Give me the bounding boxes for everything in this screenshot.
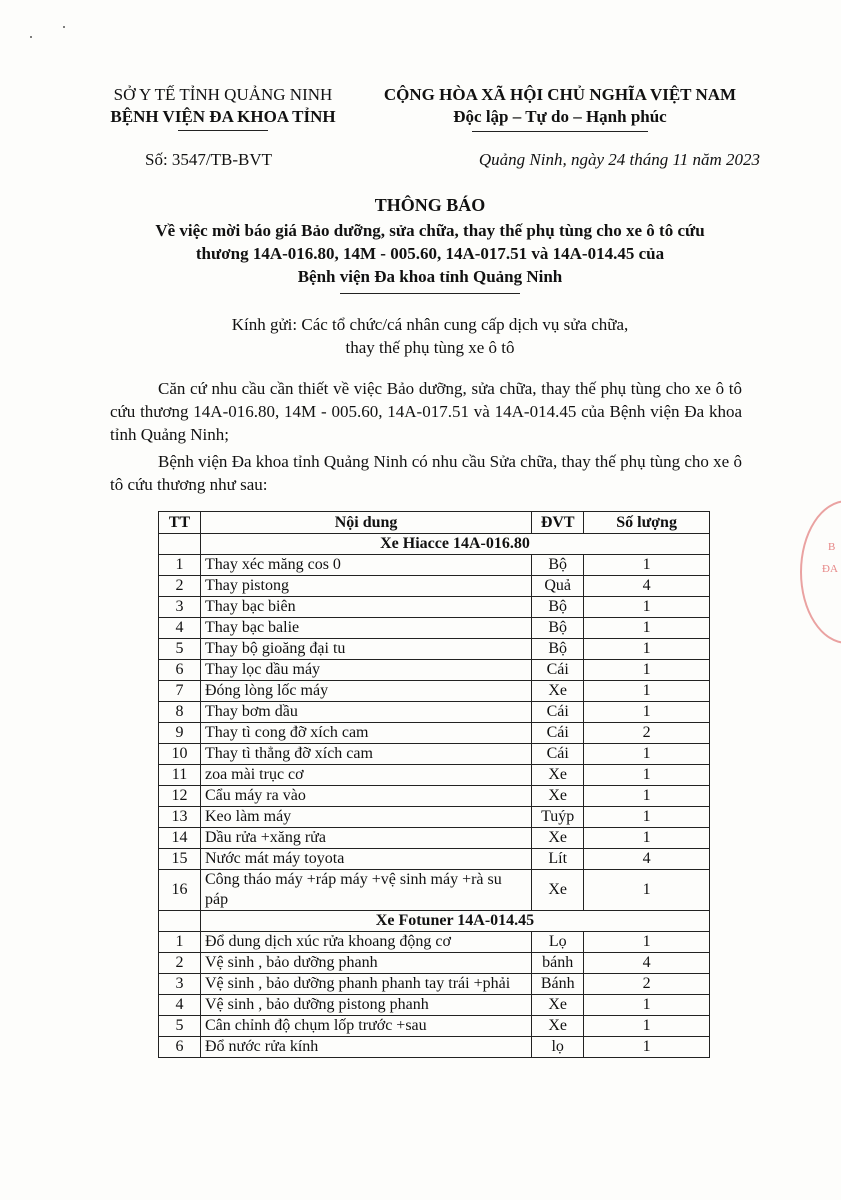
row-quantity: 1 xyxy=(584,618,710,639)
table-row xyxy=(159,828,710,849)
row-unit: Bộ xyxy=(532,618,584,639)
row-unit: Lít xyxy=(532,849,584,870)
row-content: Vệ sinh , bảo dưỡng phanh phanh tay trái +phải xyxy=(200,974,531,995)
national-motto-block xyxy=(360,84,760,128)
row-unit: Xe xyxy=(532,765,584,786)
table-row xyxy=(159,702,710,723)
table-row xyxy=(159,576,710,597)
row-index: 16 xyxy=(159,870,201,911)
row-quantity: 1 xyxy=(584,828,710,849)
row-index: 3 xyxy=(159,974,201,995)
row-content: Dầu rửa +xăng rửa xyxy=(200,828,531,849)
group-title: Xe Fotuner 14A-014.45 xyxy=(200,911,709,932)
row-unit: Cái xyxy=(532,744,584,765)
table-row xyxy=(159,1016,710,1037)
row-index: 11 xyxy=(159,765,201,786)
row-unit: bánh xyxy=(532,953,584,974)
issuer-underline xyxy=(178,130,268,131)
document-date: Quảng Ninh, ngày 24 tháng 11 năm 2023 xyxy=(478,150,760,169)
row-content: Vệ sinh , bảo dưỡng phanh xyxy=(200,953,531,974)
row-unit: Bánh xyxy=(532,974,584,995)
row-index: 5 xyxy=(159,1016,201,1037)
stamp-text-1: B xyxy=(828,541,836,553)
row-index: 15 xyxy=(159,849,201,870)
table-row xyxy=(159,744,710,765)
table-row xyxy=(159,953,710,974)
group-row-hiace xyxy=(159,534,710,555)
row-index: 3 xyxy=(159,597,201,618)
row-content: Đóng lòng lốc máy xyxy=(200,681,531,702)
row-quantity: 1 xyxy=(584,1016,710,1037)
row-content: Thay bạc balie xyxy=(200,618,531,639)
row-quantity: 1 xyxy=(584,807,710,828)
header-tt: TT xyxy=(159,512,201,534)
table-row xyxy=(159,870,710,911)
group-title: Xe Hiacce 14A-016.80 xyxy=(200,534,709,555)
header-quantity: Số lượng xyxy=(584,512,710,534)
row-unit: Cái xyxy=(532,660,584,681)
row-unit: Xe xyxy=(532,995,584,1016)
row-unit: Bộ xyxy=(532,597,584,618)
motto: Độc lập – Tự do – Hạnh phúc xyxy=(453,107,667,126)
row-unit: Xe xyxy=(532,786,584,807)
table-row xyxy=(159,974,710,995)
row-unit: Lọ xyxy=(532,932,584,953)
row-index: 8 xyxy=(159,702,201,723)
table-row xyxy=(159,555,710,576)
row-quantity: 4 xyxy=(584,849,710,870)
paragraph-basis: Căn cứ nhu cầu cần thiết về việc Bảo dưỡng, sửa chữa, thay thế phụ tùng cho xe ô tô cứu thương 14A-016.80, 14M - 005.60, 14A-017.51 và 14A-014.45 của Bệnh viện Đa khoa tỉnh Quảng Ninh; xyxy=(110,379,742,444)
row-index: 4 xyxy=(159,618,201,639)
row-quantity: 1 xyxy=(584,555,710,576)
subject-underline xyxy=(340,293,520,294)
row-quantity: 1 xyxy=(584,765,710,786)
issuer-block xyxy=(88,84,358,128)
row-unit: Cái xyxy=(532,723,584,744)
row-index: 14 xyxy=(159,828,201,849)
row-index: 13 xyxy=(159,807,201,828)
row-quantity: 1 xyxy=(584,681,710,702)
row-index: 10 xyxy=(159,744,201,765)
table-row xyxy=(159,639,710,660)
scan-speck xyxy=(30,36,32,38)
row-unit: Quả xyxy=(532,576,584,597)
motto-underline xyxy=(472,131,648,132)
row-index: 1 xyxy=(159,932,201,953)
row-unit: Xe xyxy=(532,870,584,911)
row-content: Thay pistong xyxy=(200,576,531,597)
row-index: 2 xyxy=(159,576,201,597)
row-index: 2 xyxy=(159,953,201,974)
table-row xyxy=(159,681,710,702)
document-number: Số: 3547/TB-BVT xyxy=(145,150,273,169)
row-unit: Cái xyxy=(532,702,584,723)
row-unit: Xe xyxy=(532,681,584,702)
subject-line-2: thương 14A-016.80, 14M - 005.60, 14A-017.51 và 14A-014.45 của xyxy=(195,244,665,263)
document-title: THÔNG BÁO xyxy=(374,195,486,215)
country-name: CỘNG HÒA XÃ HỘI CHỦ NGHĨA VIỆT NAM xyxy=(383,85,737,104)
row-content: Thay lọc dầu máy xyxy=(200,660,531,681)
table-row xyxy=(159,597,710,618)
row-content: Thay bộ gioăng đại tu xyxy=(200,639,531,660)
table-row xyxy=(159,807,710,828)
table-row xyxy=(159,618,710,639)
header-content: Nội dung xyxy=(200,512,531,534)
row-content: Thay tì cong đỡ xích cam xyxy=(200,723,531,744)
row-content: Đổ dung dịch xúc rửa khoang động cơ xyxy=(200,932,531,953)
row-index: 1 xyxy=(159,555,201,576)
row-quantity: 1 xyxy=(584,786,710,807)
issuer-department: SỞ Y TẾ TỈNH QUẢNG NINH xyxy=(113,85,333,104)
row-content: Keo làm máy xyxy=(200,807,531,828)
issuer-hospital: BỆNH VIỆN ĐA KHOA TỈNH xyxy=(110,107,336,126)
row-index: 7 xyxy=(159,681,201,702)
document-subject xyxy=(100,219,760,288)
row-content: Thay bạc biên xyxy=(200,597,531,618)
parts-table xyxy=(158,511,710,1058)
row-quantity: 1 xyxy=(584,702,710,723)
subject-line-3: Bệnh viện Đa khoa tỉnh Quảng Ninh xyxy=(297,267,563,286)
row-quantity: 1 xyxy=(584,932,710,953)
row-quantity: 4 xyxy=(584,953,710,974)
row-content: Cẩu máy ra vào xyxy=(200,786,531,807)
recipient xyxy=(100,313,760,359)
row-content: zoa mài trục cơ xyxy=(200,765,531,786)
row-unit: Bộ xyxy=(532,639,584,660)
row-unit: lọ xyxy=(532,1037,584,1058)
table-row xyxy=(159,932,710,953)
table-row xyxy=(159,660,710,681)
row-quantity: 1 xyxy=(584,995,710,1016)
row-index: 9 xyxy=(159,723,201,744)
row-quantity: 1 xyxy=(584,1037,710,1058)
row-content: Đổ nước rửa kính xyxy=(200,1037,531,1058)
table-row xyxy=(159,765,710,786)
row-content: Nước mát máy toyota xyxy=(200,849,531,870)
row-quantity: 1 xyxy=(584,660,710,681)
row-content: Công tháo máy +ráp máy +vệ sinh máy +rà su páp xyxy=(200,870,531,911)
table-row xyxy=(159,995,710,1016)
row-quantity: 1 xyxy=(584,639,710,660)
table-row xyxy=(159,786,710,807)
row-index: 6 xyxy=(159,1037,201,1058)
table-row xyxy=(159,1037,710,1058)
recipient-line-2: thay thế phụ tùng xe ô tô xyxy=(345,338,515,357)
row-unit: Xe xyxy=(532,1016,584,1037)
row-content: Cân chỉnh độ chụm lốp trước +sau xyxy=(200,1016,531,1037)
paragraph-request: Bệnh viện Đa khoa tỉnh Quảng Ninh có nhu cầu Sửa chữa, thay thế phụ tùng cho xe ô tô cứu thương như sau: xyxy=(110,452,742,494)
row-unit: Xe xyxy=(532,828,584,849)
row-index: 4 xyxy=(159,995,201,1016)
row-quantity: 2 xyxy=(584,723,710,744)
header-unit: ĐVT xyxy=(532,512,584,534)
row-quantity: 1 xyxy=(584,744,710,765)
row-unit: Bộ xyxy=(532,555,584,576)
row-quantity: 2 xyxy=(584,974,710,995)
table-row xyxy=(159,723,710,744)
scan-speck xyxy=(63,26,65,28)
row-unit: Tuýp xyxy=(532,807,584,828)
row-quantity: 1 xyxy=(584,597,710,618)
stamp-text-2: ĐA xyxy=(822,563,838,575)
table-row xyxy=(159,849,710,870)
row-index: 5 xyxy=(159,639,201,660)
recipient-line-1: Kính gửi: Các tổ chức/cá nhân cung cấp dịch vụ sửa chữa, xyxy=(231,315,629,334)
row-quantity: 4 xyxy=(584,576,710,597)
group-row-fortuner xyxy=(159,911,710,932)
row-content: Thay xéc măng cos 0 xyxy=(200,555,531,576)
row-index: 12 xyxy=(159,786,201,807)
subject-line-1: Về việc mời báo giá Bảo dưỡng, sửa chữa, thay thế phụ tùng cho xe ô tô cứu xyxy=(155,221,705,240)
row-quantity: 1 xyxy=(584,870,710,911)
row-index: 6 xyxy=(159,660,201,681)
table-header-row xyxy=(159,512,710,534)
row-content: Vệ sinh , bảo dưỡng pistong phanh xyxy=(200,995,531,1016)
row-content: Thay bơm dầu xyxy=(200,702,531,723)
row-content: Thay tì thẳng đỡ xích cam xyxy=(200,744,531,765)
